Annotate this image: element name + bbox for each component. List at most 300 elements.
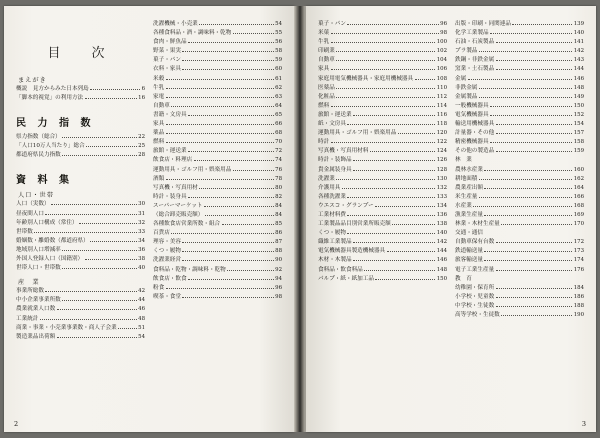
leader-dots <box>182 47 273 52</box>
toc-label: スーパーマーケット <box>153 202 203 209</box>
toc-label: 米穀 <box>153 75 165 82</box>
leader-dots <box>490 111 572 116</box>
toc-label: その他の製造品 <box>455 148 495 155</box>
toc-page: 64 <box>275 102 282 109</box>
list-item[interactable] <box>455 138 584 147</box>
toc-label: 運動用具・ゴルフ用・娯楽用品 <box>318 130 397 137</box>
leader-dots <box>479 193 572 198</box>
leader-dots <box>182 247 273 252</box>
list-item[interactable] <box>455 211 584 220</box>
list-item[interactable] <box>153 129 282 138</box>
list-item[interactable] <box>153 220 282 229</box>
list-item[interactable] <box>153 84 282 93</box>
toc-label: 地域別人口増減率 <box>16 246 61 253</box>
toc-page: 122 <box>436 139 447 146</box>
list-item[interactable] <box>318 156 447 165</box>
list-item[interactable] <box>318 47 447 56</box>
toc-page: 134 <box>436 202 447 209</box>
toc-page: 80 <box>275 184 282 191</box>
list-item[interactable] <box>318 166 447 175</box>
toc-page: 63 <box>275 93 282 100</box>
list-item[interactable] <box>455 147 584 156</box>
page-title: 目 次 <box>47 46 114 61</box>
list-item[interactable] <box>16 133 145 142</box>
toc-page: 159 <box>573 148 584 155</box>
toc-label: 粉食 <box>153 284 165 291</box>
toc-page: 150 <box>436 275 447 282</box>
list-item[interactable] <box>16 264 145 273</box>
toc-page: 68 <box>275 130 282 137</box>
leader-dots <box>199 20 273 25</box>
toc-label: 交通・通信 <box>455 230 483 237</box>
subsection-heading-population: 人口・世帯 <box>18 192 54 200</box>
left-column-2 <box>153 20 282 342</box>
toc-page: 32 <box>138 219 145 226</box>
toc-label: 耕地面積 <box>455 175 478 182</box>
toc-page: 85 <box>275 221 282 228</box>
list-item[interactable] <box>153 93 282 102</box>
leader-dots <box>331 102 436 107</box>
leader-dots <box>86 142 136 147</box>
toc-page: 148 <box>573 84 584 91</box>
leader-dots <box>496 238 573 243</box>
list-item[interactable] <box>16 333 145 342</box>
page-title-block <box>16 42 145 61</box>
leader-dots <box>336 175 435 180</box>
toc-label: 写真機・写真用材料 <box>318 148 369 155</box>
list-item[interactable] <box>16 200 145 209</box>
list-item[interactable] <box>455 120 584 129</box>
toc-label: 家庭用電気機械器具・家庭用機械器具 <box>318 75 414 82</box>
list-item[interactable] <box>16 94 145 103</box>
toc-page: 96 <box>440 21 447 27</box>
list-item[interactable] <box>318 229 447 238</box>
leader-dots <box>233 166 274 171</box>
toc-label: 野菜・果実 <box>153 48 181 55</box>
leader-dots <box>90 237 136 242</box>
section-heading-education <box>455 275 584 284</box>
toc-page: 128 <box>436 166 447 173</box>
list-item[interactable] <box>153 138 282 147</box>
list-item[interactable] <box>318 29 447 38</box>
leader-dots <box>227 266 273 271</box>
toc-page: 186 <box>573 293 584 300</box>
toc-page: 160 <box>573 166 584 173</box>
leader-dots <box>342 184 435 189</box>
toc-page: 149 <box>573 93 584 100</box>
toc-label: 幼稚園・保育所 <box>455 284 495 291</box>
toc-page: 84 <box>275 202 282 209</box>
leader-dots <box>90 85 140 90</box>
toc-label: 工業統計 <box>16 315 39 322</box>
toc-page: 31 <box>138 210 145 217</box>
list-item[interactable] <box>455 184 584 193</box>
toc-label: 精密機械器具 <box>455 139 489 146</box>
toc-label: 食料品・乾物・調味料・乾物 <box>153 266 226 273</box>
leader-dots <box>496 120 573 125</box>
toc-label: 時計 <box>318 139 330 146</box>
toc-page: 61 <box>275 75 282 82</box>
right-column-2-list <box>455 20 584 320</box>
toc-page: 168 <box>573 202 584 209</box>
toc-page: 54 <box>275 21 282 27</box>
leader-dots <box>51 200 137 205</box>
list-item[interactable] <box>318 93 447 102</box>
list-item[interactable] <box>153 111 282 120</box>
toc-page: 60 <box>275 66 282 73</box>
toc-label: 百貨店 <box>153 230 170 237</box>
toc-label: パルプ・紙・紙加工品 <box>318 275 374 282</box>
list-item[interactable] <box>455 29 584 38</box>
toc-page: 108 <box>436 75 447 82</box>
toc-label: 電気機械器具 <box>455 111 489 118</box>
toc-label: 洗濯機械・小売業 <box>153 21 198 27</box>
toc-page: 166 <box>573 193 584 200</box>
leader-dots <box>501 311 572 316</box>
list-item[interactable] <box>455 93 584 102</box>
toc-label: 婚姻数・離婚数（都道府県） <box>16 237 89 244</box>
toc-label: 林 業 <box>455 157 472 164</box>
list-item[interactable] <box>318 75 447 84</box>
list-item[interactable] <box>318 247 447 256</box>
toc-label: くつ・履物 <box>318 230 346 237</box>
toc-page: 146 <box>436 257 447 264</box>
toc-label: 「人口10万人当たり」総合 <box>16 143 85 150</box>
list-item[interactable] <box>318 56 447 65</box>
toc-label: 時計・装飾品 <box>318 157 352 164</box>
list-item[interactable] <box>153 193 282 202</box>
list-item[interactable] <box>318 120 447 129</box>
list-item[interactable] <box>153 65 282 74</box>
leader-dots <box>331 38 436 43</box>
leader-dots <box>166 284 274 289</box>
leader-dots <box>45 287 136 292</box>
list-item[interactable] <box>455 111 584 120</box>
list-item[interactable] <box>153 266 282 275</box>
toc-label: 燃料 <box>153 139 165 146</box>
list-item[interactable] <box>455 284 584 293</box>
toc-label: 牛乳 <box>318 39 330 46</box>
leader-dots <box>62 296 136 301</box>
toc-label: 燃料 <box>318 102 330 109</box>
list-item[interactable] <box>318 211 447 220</box>
leader-dots <box>222 220 274 225</box>
toc-page: 34 <box>138 237 145 244</box>
toc-label: 家電 <box>153 93 165 100</box>
list-item[interactable] <box>153 211 282 220</box>
toc-label: 製造業品出荷額 <box>16 333 56 340</box>
list-item[interactable] <box>16 324 145 333</box>
intro-heading: まえがき <box>18 77 47 84</box>
toc-label: 書籍・文房具 <box>153 111 187 118</box>
toc-label: 世帯数 <box>16 228 33 235</box>
list-item[interactable] <box>455 47 584 56</box>
leader-dots <box>166 120 274 125</box>
list-item[interactable] <box>318 256 447 265</box>
toc-page: 162 <box>573 175 584 182</box>
section-heading-shiryoshu: 資 料 集 <box>16 175 73 187</box>
leader-dots <box>347 20 438 25</box>
toc-page: 188 <box>573 302 584 309</box>
toc-page: 158 <box>573 139 584 146</box>
industry-list <box>16 287 145 342</box>
leader-dots <box>85 94 137 99</box>
toc-page: 88 <box>275 248 282 255</box>
toc-label: 水産業 <box>455 202 472 209</box>
toc-page: 98 <box>275 293 282 300</box>
list-item[interactable] <box>16 219 145 228</box>
list-item[interactable] <box>16 237 145 246</box>
right-column-2 <box>455 20 584 320</box>
list-item[interactable] <box>455 220 584 229</box>
list-item[interactable] <box>318 275 447 284</box>
toc-label: 牛乳 <box>153 84 165 91</box>
toc-label: 非鉄金属 <box>455 84 478 91</box>
toc-page: 59 <box>275 57 282 64</box>
toc-page: 48 <box>138 315 145 322</box>
toc-page: 92 <box>275 266 282 273</box>
list-item[interactable] <box>455 302 584 311</box>
toc-page: 120 <box>436 130 447 137</box>
leader-dots <box>473 276 582 280</box>
toc-label: 医薬品 <box>318 84 335 91</box>
toc-page: 142 <box>573 48 584 55</box>
list-item[interactable] <box>455 20 584 29</box>
list-item[interactable] <box>153 20 282 29</box>
toc-page: 86 <box>275 230 282 237</box>
list-item[interactable] <box>318 175 447 184</box>
toc-label: 外国人登録人口（国籍別） <box>16 256 84 263</box>
leader-dots <box>496 284 573 289</box>
list-item[interactable] <box>455 56 584 65</box>
toc-page: 172 <box>573 239 584 246</box>
toc-page: 78 <box>275 175 282 182</box>
toc-page: 62 <box>275 84 282 91</box>
leader-dots <box>194 156 274 161</box>
list-item[interactable] <box>318 84 447 93</box>
leader-dots <box>479 84 572 89</box>
list-item[interactable] <box>153 184 282 193</box>
toc-page: 144 <box>436 248 447 255</box>
list-item[interactable] <box>153 75 282 84</box>
toc-label: 食肉・鮮魚品 <box>153 39 187 46</box>
list-item[interactable] <box>153 293 282 302</box>
list-item[interactable] <box>455 129 584 138</box>
list-item[interactable] <box>455 202 584 211</box>
left-columns <box>16 20 282 342</box>
list-item[interactable] <box>455 256 584 265</box>
leader-dots <box>331 65 436 70</box>
leader-dots <box>62 264 136 269</box>
list-item[interactable] <box>455 266 584 275</box>
toc-label: 洗濯業経営 <box>153 257 181 264</box>
toc-label: 漁業生産量 <box>455 211 483 218</box>
toc-label: 輸送用機械器具 <box>455 121 495 128</box>
toc-page: 90 <box>275 257 282 264</box>
toc-page: 30 <box>138 201 145 208</box>
toc-label: 家具 <box>318 66 330 73</box>
list-item[interactable] <box>318 65 447 74</box>
toc-label: 高等学校・生徒数 <box>455 312 500 318</box>
leader-dots <box>353 238 435 243</box>
list-item[interactable] <box>153 229 282 238</box>
list-item[interactable] <box>455 166 584 175</box>
toc-label: 菓子・パン <box>153 57 181 64</box>
folio-right: 3 <box>581 420 586 428</box>
list-item[interactable] <box>16 210 145 219</box>
list-item[interactable] <box>153 284 282 293</box>
book-gutter <box>294 6 306 432</box>
toc-page: 72 <box>275 148 282 155</box>
toc-label: 中小企業事業所数 <box>16 297 61 304</box>
toc-label: 林業・木材生産量 <box>455 221 500 228</box>
leader-dots <box>473 202 572 207</box>
leader-dots <box>40 315 137 320</box>
toc-label: 米生産量 <box>455 193 478 200</box>
toc-page: 104 <box>436 57 447 64</box>
leader-dots <box>479 93 572 98</box>
list-item[interactable] <box>153 29 282 38</box>
toc-page: 38 <box>138 256 145 263</box>
leader-dots <box>182 238 273 243</box>
left-column-1 <box>16 20 145 342</box>
toc-label: 各種洗濯業 <box>318 193 346 200</box>
toc-label: ウエスコ・グランプー <box>318 202 374 209</box>
leader-dots <box>364 266 435 271</box>
list-item[interactable] <box>455 193 584 202</box>
list-item[interactable] <box>318 202 447 211</box>
list-item[interactable] <box>455 102 584 111</box>
toc-label: 各種食料品・酒・調味料・乾物 <box>153 30 232 37</box>
leader-dots <box>496 266 573 271</box>
leader-dots <box>204 202 274 207</box>
list-item[interactable] <box>153 47 282 56</box>
list-item[interactable] <box>455 293 584 302</box>
toc-label: 工業材料費 <box>318 211 346 218</box>
list-item[interactable] <box>16 151 145 160</box>
toc-page: 87 <box>275 239 282 246</box>
list-item[interactable] <box>455 311 584 320</box>
list-item[interactable] <box>153 175 282 184</box>
toc-page: 157 <box>573 130 584 137</box>
toc-page: 148 <box>436 266 447 273</box>
list-item[interactable] <box>16 246 145 255</box>
toc-label: 金属 <box>455 75 467 82</box>
toc-label: くつ・履物 <box>153 248 181 255</box>
leader-dots <box>484 256 572 261</box>
list-item[interactable] <box>455 75 584 84</box>
list-item[interactable] <box>318 193 447 202</box>
toc-label: 各種飲食店営業所数・組合 <box>153 221 221 228</box>
list-item[interactable] <box>455 38 584 47</box>
toc-label: 化学工業製品 <box>455 30 489 37</box>
leader-dots <box>233 29 274 34</box>
toc-label: 小学校・児童数 <box>455 293 495 300</box>
list-item[interactable] <box>16 315 145 324</box>
toc-page: 98 <box>440 30 447 37</box>
toc-label: プラ製品 <box>455 48 478 55</box>
list-item[interactable] <box>318 20 447 29</box>
list-item[interactable] <box>16 255 145 264</box>
toc-label: 商業・事業・小売業事業数・商人子会業 <box>16 324 117 331</box>
toc-page: 54 <box>138 333 145 340</box>
list-item[interactable] <box>153 56 282 65</box>
toc-label: 鉄鋼・非鉄金属 <box>455 57 495 64</box>
leader-dots <box>171 229 273 234</box>
list-item[interactable] <box>455 247 584 256</box>
list-item[interactable] <box>318 38 447 47</box>
list-item[interactable] <box>153 156 282 165</box>
toc-label: 時計・装身具 <box>153 193 187 200</box>
toc-page: 114 <box>436 102 447 109</box>
toc-page: 106 <box>436 66 447 73</box>
toc-page: 36 <box>138 246 145 253</box>
leader-dots <box>336 93 435 98</box>
leader-dots <box>484 211 572 216</box>
toc-label: 自動車 <box>318 57 335 64</box>
list-item[interactable] <box>153 256 282 265</box>
list-item[interactable] <box>153 166 282 175</box>
list-item[interactable] <box>318 147 447 156</box>
list-item[interactable] <box>16 228 145 237</box>
leader-dots <box>490 138 572 143</box>
toc-page: 124 <box>436 148 447 155</box>
list-item[interactable] <box>16 296 145 305</box>
list-item[interactable] <box>153 202 282 211</box>
left-page <box>4 6 294 432</box>
toc-label: 金属製品 <box>455 93 478 100</box>
leader-dots <box>331 138 436 143</box>
list-item[interactable] <box>16 85 145 94</box>
leader-dots <box>85 255 137 260</box>
list-item[interactable] <box>318 138 447 147</box>
list-item[interactable] <box>455 84 584 93</box>
list-item[interactable] <box>318 111 447 120</box>
list-item[interactable] <box>153 38 282 47</box>
list-item[interactable] <box>318 102 447 111</box>
leader-dots <box>166 129 274 134</box>
list-item[interactable] <box>455 175 584 184</box>
list-item[interactable] <box>153 275 282 284</box>
list-item[interactable] <box>153 147 282 156</box>
list-item[interactable] <box>16 142 145 151</box>
toc-label: 概説 見方からみた日本列島 <box>16 86 89 92</box>
toc-page: 44 <box>138 297 145 304</box>
leader-dots <box>484 166 572 171</box>
list-item[interactable] <box>318 129 447 138</box>
toc-label: 自動車保有台数 <box>455 239 495 246</box>
toc-page: 100 <box>436 39 447 46</box>
list-item[interactable] <box>153 238 282 247</box>
toc-page: 140 <box>573 30 584 37</box>
list-item[interactable] <box>318 184 447 193</box>
list-item[interactable] <box>16 287 145 296</box>
toc-page: 56 <box>275 39 282 46</box>
list-item[interactable] <box>318 220 447 229</box>
list-item[interactable] <box>455 65 584 74</box>
leader-dots <box>496 56 573 61</box>
list-item[interactable] <box>318 266 447 275</box>
list-item[interactable] <box>16 305 145 314</box>
leader-dots <box>479 175 572 180</box>
list-item[interactable] <box>153 102 282 111</box>
list-item[interactable] <box>455 238 584 247</box>
list-item[interactable] <box>153 120 282 129</box>
toc-page: 33 <box>138 228 145 235</box>
list-item[interactable] <box>318 238 447 247</box>
toc-page: 84 <box>275 211 282 218</box>
list-item[interactable] <box>153 247 282 256</box>
